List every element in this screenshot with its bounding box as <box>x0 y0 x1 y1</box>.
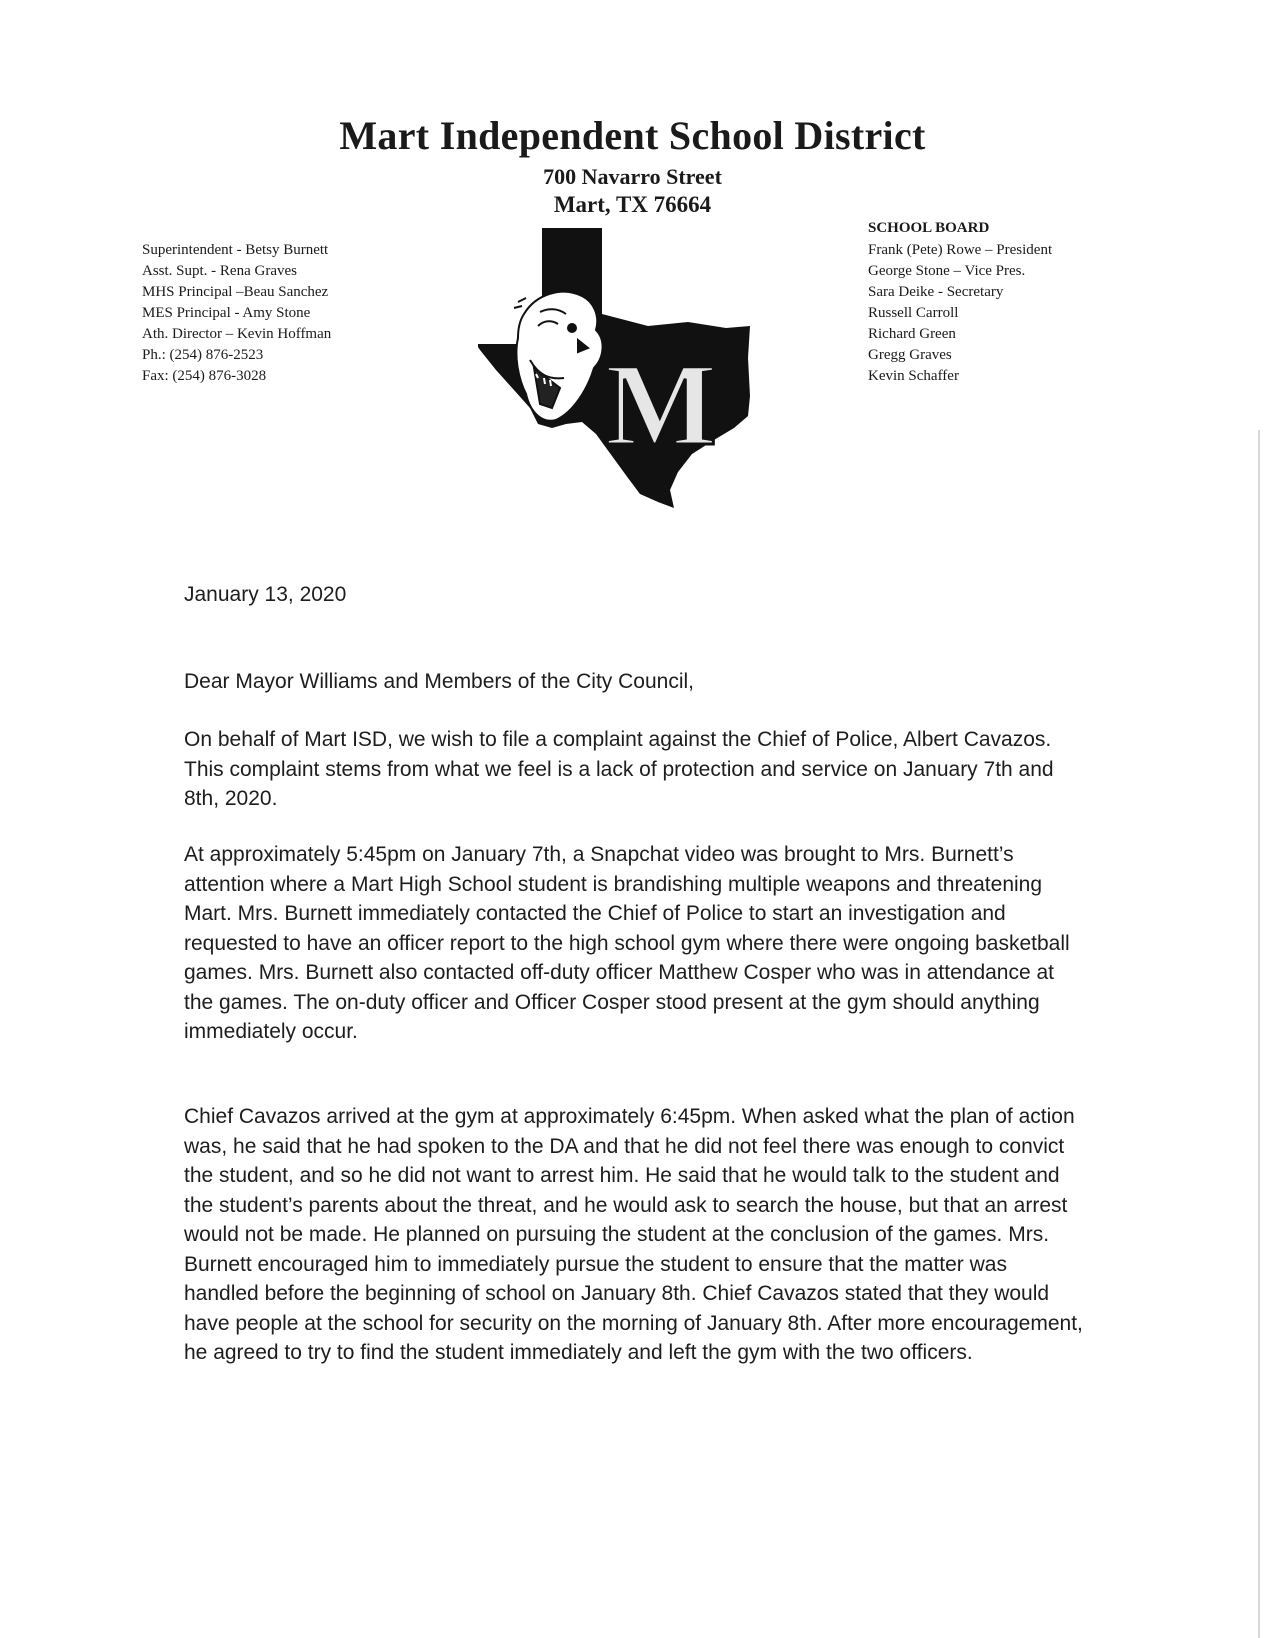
m-letter-mark: M <box>605 339 717 470</box>
board-member: Frank (Pete) Rowe – President <box>868 242 1053 258</box>
school-board-heading: SCHOOL BOARD <box>868 220 990 236</box>
letter-greeting: Dear Mayor Williams and Members of the City Council, <box>184 670 694 693</box>
scan-edge-line <box>1258 430 1260 1638</box>
board-member: Richard Green <box>868 326 956 342</box>
board-member: Kevin Schaffer <box>868 368 959 384</box>
board-member: George Stone – Vice Pres. <box>868 263 1026 279</box>
staff-line: Ath. Director – Kevin Hoffman <box>142 326 332 342</box>
address-street: 700 Navarro Street <box>543 164 722 189</box>
school-board-list <box>868 218 1052 387</box>
staff-list <box>142 240 331 387</box>
letter-paragraph: On behalf of Mart ISD, we wish to file a complaint against the Chief of Police, Albert Cavazos. This complaint stems from what we feel is a lack of protection and service on January 7th and 8th, 2020. <box>184 728 1054 810</box>
staff-line: MES Principal - Amy Stone <box>142 305 311 321</box>
texas-panther-logo <box>478 228 808 513</box>
staff-line: MHS Principal –Beau Sanchez <box>142 284 329 300</box>
board-member: Russell Carroll <box>868 305 959 321</box>
letter-paragraph: Chief Cavazos arrived at the gym at approximately 6:45pm. When asked what the plan of action was, he said that he had spoken to the DA and that he did not feel there was enough to convict the student, and so he did not want to arrest him. He said that he would talk to the student and the student’s parents about the threat, and he would ask to search the house, but that an arrest would not be made. He planned on pursuing the student at the conclusion of the games. Mrs. Burnett encouraged him to immediately pursue the student to ensure that the matter was handled before the beginning of school on January 8th. Chief Cavazos stated that they would have people at the school for security on the morning of January 8th. After more encouragement, he agreed to try to find the student immediately and left the gym with the two officers. <box>184 1105 1083 1364</box>
staff-line: Superintendent - Betsy Burnett <box>142 242 329 258</box>
staff-line: Fax: (254) 876-3028 <box>142 368 267 384</box>
district-title: Mart Independent School District <box>339 113 926 158</box>
staff-line: Ph.: (254) 876-2523 <box>142 347 264 363</box>
board-member: Gregg Graves <box>868 347 952 363</box>
board-member: Sara Deike - Secretary <box>868 284 1004 300</box>
letter-paragraph: At approximately 5:45pm on January 7th, a Snapchat video was brought to Mrs. Burnett’s attention where a Mart High School student is brandishing multiple weapons and threatening Mart. Mrs. Burnett immediately contacted the Chief of Police to start an investigation and requested to have an officer report to the high school gym where there were ongoing basketball games. Mrs. Burnett also contacted off-duty officer Matthew Cosper who was in attendance at the games. The on-duty officer and Officer Cosper stood present at the gym should anything immediately occur. <box>184 843 1070 1043</box>
address-city: Mart, TX 76664 <box>553 192 712 217</box>
staff-line: Asst. Supt. - Rena Graves <box>142 263 297 279</box>
letter-date: January 13, 2020 <box>184 583 347 606</box>
